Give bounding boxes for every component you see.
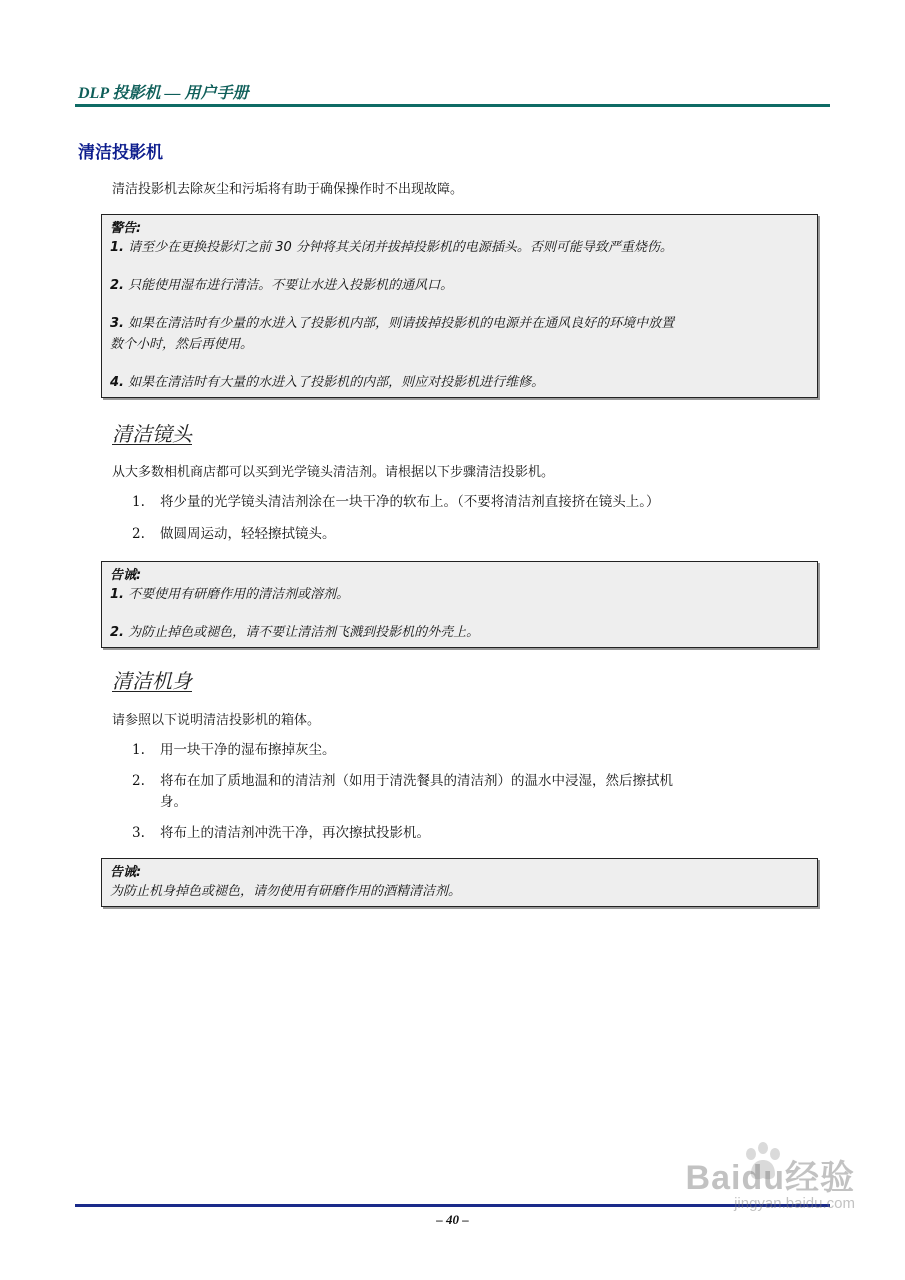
warning-item — [110, 372, 809, 393]
body-clean-title: 清洁机身 — [112, 669, 192, 693]
step-text: 做圆周运动，轻轻擦拭镜头。 — [160, 526, 336, 542]
header-title: DLP 投影机 — 用户手册 — [78, 85, 249, 102]
warning-item-num: 4. — [110, 375, 124, 390]
lens-title: 清洁镜头 — [112, 422, 192, 446]
body-step-cont — [132, 792, 802, 813]
body-step — [132, 740, 802, 761]
caution-title: 告诫: — [110, 568, 142, 583]
warning-item-text: 只能使用湿布进行清洁。不要让水进入投影机的通风口。 — [123, 278, 454, 293]
warning-item-num: 3. — [110, 316, 124, 331]
section-title: 清洁投影机 — [78, 143, 163, 163]
warning-item-num: 2. — [110, 278, 124, 293]
warning-item — [110, 275, 809, 296]
warning-item-num: 1. — [110, 240, 124, 255]
step-num: 2. — [132, 526, 145, 542]
warning-item-cont: 数个小时，然后再使用。 — [110, 337, 254, 352]
body-clean-intro: 请参照以下说明清洁投影机的箱体。 — [112, 713, 321, 728]
step-text: 将布在加了质地温和的清洁剂（如用于清洗餐具的清洁剂）的温水中浸湿，然后擦拭机 — [160, 773, 673, 789]
step-text: 将少量的光学镜头清洁剂涂在一块干净的软布上。（不要将清洁剂直接挤在镜头上。） — [160, 494, 660, 510]
warning-item-text: 请至少在更换投影灯之前 30 分钟将其关闭并拔掉投影机的电源插头。否则可能导致严重烧伤。 — [123, 240, 673, 255]
caution-item — [110, 584, 809, 605]
warning-item — [110, 313, 809, 334]
section-intro: 清洁投影机去除灰尘和污垢将有助于确保操作时不出现故障。 — [112, 182, 464, 197]
step-num: 3. — [132, 825, 145, 841]
step-num: 2. — [132, 773, 145, 789]
caution-box — [101, 561, 818, 648]
caution-item-text: 不要使用有研磨作用的清洁剂或溶剂。 — [123, 587, 350, 602]
caution-item-text: 为防止掉色或褪色，请不要让清洁剂飞溅到投影机的外壳上。 — [123, 625, 480, 640]
caution-box — [101, 858, 818, 907]
warning-item-text: 如果在清洁时有大量的水进入了投影机的内部，则应对投影机进行维修。 — [123, 375, 545, 390]
page-number: – 40 – — [436, 1212, 469, 1227]
watermark-url: jingyan.baidu.com — [734, 1195, 855, 1212]
watermark — [686, 1150, 855, 1212]
body-step — [132, 771, 802, 792]
caution-text: 为防止机身掉色或褪色，请勿使用有研磨作用的酒精清洁剂。 — [110, 884, 462, 899]
warning-box — [101, 214, 818, 398]
caution-title: 告诫: — [110, 865, 142, 880]
step-num: 1. — [132, 742, 145, 758]
step-text: 将布上的清洁剂冲洗干净，再次擦拭投影机。 — [160, 825, 430, 841]
warning-title: 警告: — [110, 221, 142, 236]
step-text: 用一块干净的湿布擦掉灰尘。 — [160, 742, 336, 758]
caution-item — [110, 622, 809, 643]
caution-item-num: 1. — [110, 587, 124, 602]
step-num: 1. — [132, 494, 145, 510]
warning-item — [110, 237, 809, 258]
lens-step — [132, 492, 802, 513]
body-step — [132, 823, 802, 844]
step-text-cont: 身。 — [160, 794, 187, 810]
caution-item-num: 2. — [110, 625, 124, 640]
header-rule — [75, 104, 830, 107]
watermark-brand: Baidu经验 — [685, 1159, 855, 1197]
warning-item-text: 如果在清洁时有少量的水进入了投影机内部，则请拔掉投影机的电源并在通风良好的环境中放置 — [123, 316, 675, 331]
lens-step — [132, 524, 802, 545]
lens-intro: 从大多数相机商店都可以买到光学镜头清洁剂。请根据以下步骤清洁投影机。 — [112, 465, 555, 480]
